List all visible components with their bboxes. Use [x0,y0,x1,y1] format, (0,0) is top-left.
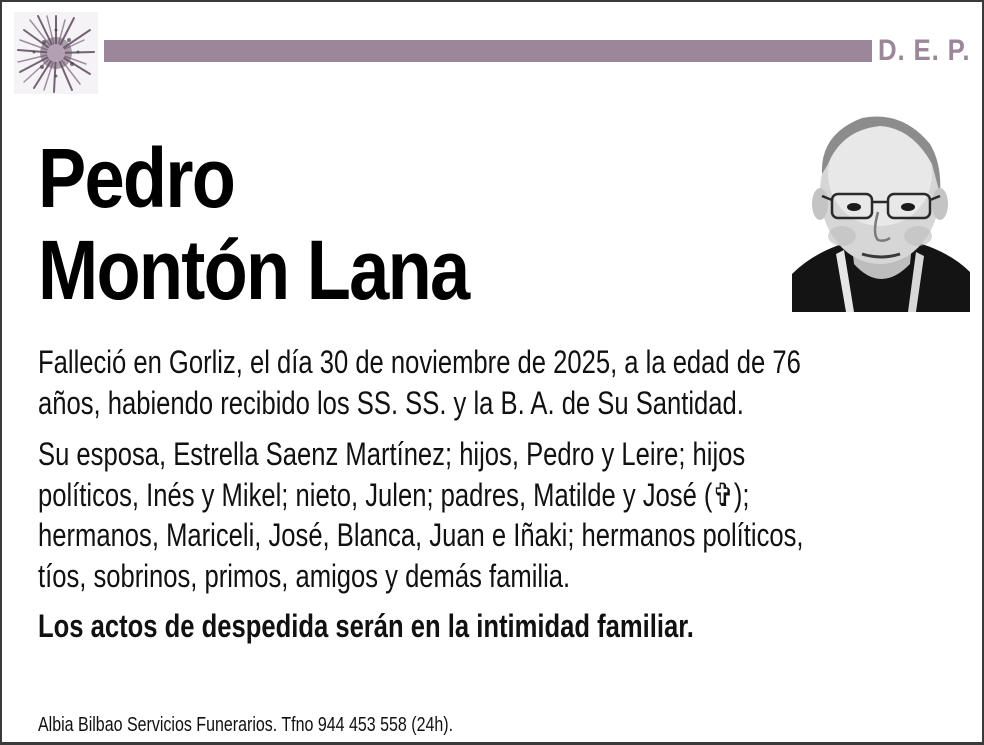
flower-emblem-icon [14,12,98,94]
deceased-first-name: Pedro [38,131,235,225]
text-line: Los actos de despedida serán en la intimidad familiar. [38,608,694,644]
text-line: Falleció en Gorliz, el día 30 de noviembre de 2025, a la edad de 76 [38,344,801,380]
text-line: tíos, sobrinos, primos, amigos y demás familia. [38,557,571,594]
text-line: Su esposa, Estrella Saenz Martínez; hijos, Pedro y Leire; hijos [38,436,746,472]
text-line: años, habiendo recibido los SS. SS. y la B. A. de Su Santidad. [38,384,744,421]
deceased-surnames: Montón Lana [38,223,469,317]
death-notice-paragraph [38,342,934,423]
header-bar [104,40,872,62]
family-list-paragraph [38,434,934,596]
closing-statement [38,606,934,647]
funeral-home-footer: Albia Bilbao Servicios Funerarios. Tfno 944 453 558 (24h). [38,714,454,736]
portrait-photo [792,104,970,312]
text-line: políticos, Inés y Mikel; nieto, Julen; padres, Matilde y José (✞); [38,476,750,513]
text-line: hermanos, Mariceli, José, Blanca, Juan e Iñaki; hermanos políticos, [38,517,804,553]
dep-badge: D. E. P. [878,34,971,67]
deceased-name [38,132,469,316]
